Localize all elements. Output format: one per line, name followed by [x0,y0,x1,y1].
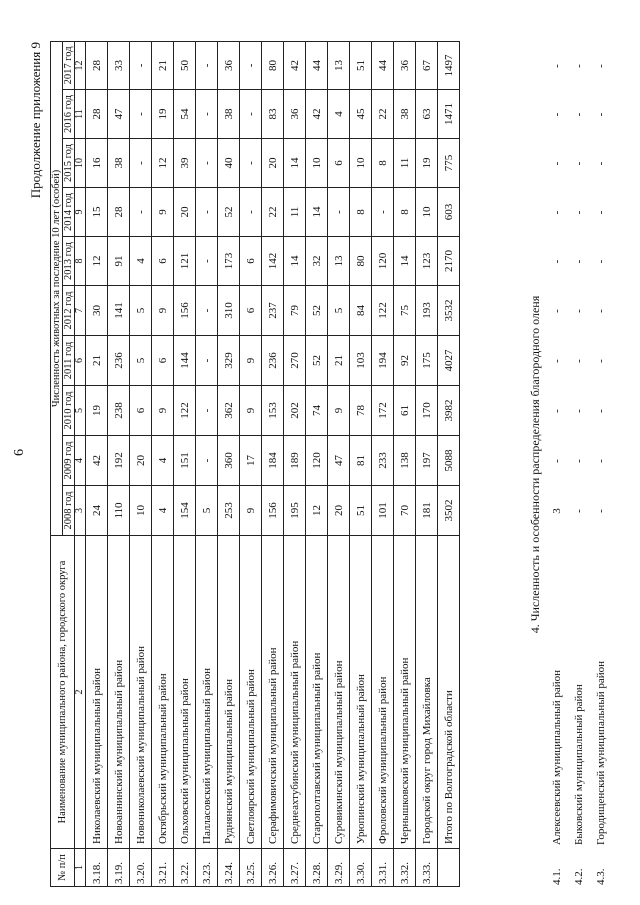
row-number: 3.22. [174,849,196,887]
header-year: 2011 год [63,336,75,386]
row-value: 30 [86,286,108,336]
row-value: 110 [108,486,130,536]
row-value: 253 [218,486,240,536]
row-value: 170 [416,386,438,436]
wildlife-count-table [50,41,460,887]
row-value: - [130,41,152,89]
row-value: 11 [394,139,416,188]
row-value: 80 [350,237,372,286]
table-row [130,41,152,886]
row-value: 32 [306,237,328,286]
row-value: 6 [328,139,350,188]
row-value: 44 [306,41,328,89]
row-name: Итого по Волгоградской области [438,536,460,849]
header-year: 2010 год [63,386,75,436]
row-value: 195 [284,486,306,536]
row-value: - [551,309,563,313]
row-value: 175 [416,336,438,386]
row-name: Ольховский муниципальный район [174,536,196,849]
row-name: Чернышковский муниципальный район [394,536,416,849]
header-index: 4 [75,436,86,486]
row-value: - [551,112,563,117]
row-value: - [573,259,585,264]
row-name: Фроловский муниципальный район [372,536,394,849]
row-name: Городищенский муниципальный район [595,661,607,845]
row-value: 184 [262,436,284,486]
row-value: 10 [416,188,438,237]
row-value: 38 [108,139,130,188]
row-value: 52 [306,336,328,386]
row-value: 154 [174,486,196,536]
row-value: - [240,139,262,188]
row-value: 156 [262,486,284,536]
row-value: 61 [394,386,416,436]
row-value: 141 [108,286,130,336]
row-value: 9 [328,386,350,436]
row-number: 3.29. [328,849,350,887]
header-year: 2016 год [63,90,75,139]
row-value: 9 [240,486,262,536]
row-number: 3.30. [350,849,372,887]
row-value: 122 [372,286,394,336]
row-name: Новониколаевский муниципальный район [130,536,152,849]
table-row [394,41,416,886]
row-value: 15 [86,188,108,237]
header-index: 11 [75,90,86,139]
row-value: 36 [284,90,306,139]
row-value: 28 [86,90,108,139]
header-col-name: Наименование муниципального района, городского округа [51,536,75,849]
table-row [108,41,130,886]
row-value: 5088 [438,436,460,486]
row-value: 44 [372,41,394,89]
row-value: 122 [174,386,196,436]
row-value: - [595,309,607,313]
header-index: 8 [75,237,86,286]
row-value: 6 [240,237,262,286]
row-value: 83 [262,90,284,139]
row-value: - [130,90,152,139]
row-value: 120 [372,237,394,286]
row-value: 3982 [438,386,460,436]
header-index: 9 [75,188,86,237]
row-value: 5 [196,486,218,536]
row-value: - [573,64,585,68]
row-value: 52 [306,286,328,336]
table-row [174,41,196,886]
row-value: 28 [86,41,108,89]
row-name: Серафимовичский муниципальный район [262,536,284,849]
row-value: 172 [372,386,394,436]
row-value: - [595,112,607,117]
table-row [306,41,328,886]
table-row [416,41,438,886]
row-value: - [196,386,218,436]
row-value: 19 [86,386,108,436]
row-value: 153 [262,386,284,436]
row-value: 151 [174,436,196,486]
row-value: 47 [328,436,350,486]
row-name: Урюпинский муниципальный район [350,536,372,849]
row-value: - [551,359,563,363]
table-row [218,41,240,886]
table-row [152,41,174,886]
row-value: - [196,188,218,237]
row-value: 10 [350,139,372,188]
header-col-no: № п/п [51,849,75,887]
row-value: 192 [108,436,130,486]
row-value: - [196,139,218,188]
header-year: 2009 год [63,436,75,486]
row-value: 92 [394,336,416,386]
row-value: - [240,41,262,89]
row-value: 9 [240,386,262,436]
row-value: 12 [152,139,174,188]
row-value: - [573,359,585,363]
row-value: 10 [130,486,152,536]
row-value: 16 [86,139,108,188]
row-value: 4 [130,237,152,286]
table-row [590,42,612,887]
row-name: Суровикинский муниципальный район [328,536,350,849]
row-name: Новоаннинский муниципальный район [108,536,130,849]
row-value: 360 [218,436,240,486]
header-year: 2017 год [63,41,75,89]
row-value: - [551,64,563,68]
row-value: - [551,409,563,413]
row-value: 75 [394,286,416,336]
row-name: Старополтавский муниципальный район [306,536,328,849]
row-value: 236 [262,336,284,386]
row-value: - [573,459,585,463]
row-value: 20 [328,486,350,536]
row-name: Руднянский муниципальный район [218,536,240,849]
row-value: 80 [262,41,284,89]
row-value: 38 [394,90,416,139]
row-value: - [372,188,394,237]
section-4-table [546,42,612,887]
row-value: 20 [262,139,284,188]
row-value: 3 [551,508,563,514]
row-value: 5 [130,336,152,386]
row-value: 144 [174,336,196,386]
row-name: Николаевский муниципальный район [86,536,108,849]
row-value: 19 [416,139,438,188]
table-row [196,41,218,886]
row-number: 3.32. [394,849,416,887]
row-value: - [130,188,152,237]
row-value: 6 [152,336,174,386]
row-value: 42 [86,436,108,486]
row-value: 42 [306,90,328,139]
row-value: 79 [284,286,306,336]
row-value: - [595,259,607,264]
row-value: 51 [350,486,372,536]
row-value: - [196,336,218,386]
row-value: 310 [218,286,240,336]
row-value: 67 [416,41,438,89]
row-value: 22 [262,188,284,237]
row-value: 4 [152,486,174,536]
row-name: Октябрьский муниципальный район [152,536,174,849]
row-value: 21 [86,336,108,386]
row-value: 123 [416,237,438,286]
row-value: 78 [350,386,372,436]
header-year: 2013 год [63,237,75,286]
header-year: 2015 год [63,139,75,188]
row-number: 3.28. [306,849,328,887]
row-value: - [196,41,218,89]
row-value: 9 [152,286,174,336]
row-value: - [573,112,585,117]
row-value: 5 [130,286,152,336]
row-value: 1471 [438,90,460,139]
row-value: 45 [350,90,372,139]
row-number: 3.18. [86,849,108,887]
row-value: 6 [152,237,174,286]
row-value: 233 [372,436,394,486]
row-value: 14 [284,237,306,286]
row-value: - [196,237,218,286]
header-index: 2 [75,536,86,849]
row-value: 24 [86,486,108,536]
header-index: 10 [75,139,86,188]
header-index: 12 [75,41,86,89]
row-value: - [573,509,585,513]
row-value: - [196,436,218,486]
row-value: 14 [284,139,306,188]
row-value: 47 [108,90,130,139]
row-value: 4027 [438,336,460,386]
row-value: - [573,309,585,313]
continuation-label: Продолжение приложения 9 [28,42,43,199]
row-value: 603 [438,188,460,237]
row-value: 8 [350,188,372,237]
row-value: 17 [240,436,262,486]
row-number: 3.21. [152,849,174,887]
row-value: 2170 [438,237,460,286]
row-name: Алексеевский муниципальный район [551,670,563,845]
table-row [284,41,306,886]
row-value: 142 [262,237,284,286]
row-value: - [595,210,607,215]
row-value: 70 [394,486,416,536]
row-value: 138 [394,436,416,486]
row-value: 9 [240,336,262,386]
row-value: 19 [152,90,174,139]
row-value: 237 [262,286,284,336]
table-row [350,41,372,886]
row-value: 91 [108,237,130,286]
row-value: 101 [372,486,394,536]
row-value: 8 [372,139,394,188]
row-value: 6 [240,286,262,336]
row-value: - [551,259,563,264]
table-row [546,42,568,887]
row-value: 20 [130,436,152,486]
row-value: 10 [306,139,328,188]
row-value: 197 [416,436,438,486]
table-row [328,41,350,886]
row-number: 3.27. [284,849,306,887]
header-index: 5 [75,386,86,436]
row-value: 4 [152,436,174,486]
row-number: 3.31. [372,849,394,887]
row-value: 42 [284,41,306,89]
row-value: - [328,188,350,237]
table-row [262,41,284,886]
row-value: 21 [328,336,350,386]
row-value: 84 [350,286,372,336]
table-row [568,42,590,887]
table-row [240,41,262,886]
row-name: Светлоярский муниципальный район [240,536,262,849]
row-value: 11 [284,188,306,237]
row-value: 6 [130,386,152,436]
row-value: 63 [416,90,438,139]
row-name: Городской округ город Михайловка [416,536,438,849]
row-value: - [573,210,585,215]
header-index: 6 [75,336,86,386]
section-4-title: 4. Численность и особенности распределения благородного оленя [528,295,542,634]
row-value: 120 [306,436,328,486]
row-number: 3.33. [416,849,438,887]
row-value: 156 [174,286,196,336]
row-value: 54 [174,90,196,139]
page-number: 6 [12,449,27,456]
row-value: 189 [284,436,306,486]
row-value: 38 [218,90,240,139]
row-value: 173 [218,237,240,286]
row-value: - [551,210,563,215]
row-value: 9 [152,386,174,436]
row-name: Палласовский муниципальный район [196,536,218,849]
header-year: 2012 год [63,286,75,336]
row-value: - [595,64,607,68]
row-value: - [595,359,607,363]
row-value: 12 [86,237,108,286]
row-value: 5 [328,286,350,336]
row-number: 4.2. [573,868,585,885]
row-value: 39 [174,139,196,188]
row-value: 50 [174,41,196,89]
row-value: - [595,459,607,463]
row-value: 20 [174,188,196,237]
row-value: - [196,90,218,139]
row-value: 13 [328,237,350,286]
row-number: 4.1. [551,868,563,885]
row-value: 9 [152,188,174,237]
row-value: 52 [218,188,240,237]
row-value: 4 [328,90,350,139]
row-value: 14 [306,188,328,237]
row-value: 270 [284,336,306,386]
row-value: 33 [108,41,130,89]
row-value: 12 [306,486,328,536]
row-value: 193 [416,286,438,336]
row-value: 13 [328,41,350,89]
row-number: 4.3. [595,868,607,885]
row-value: 1497 [438,41,460,89]
header-group-title: Численность животных за последние 10 лет (особей) [51,41,63,535]
row-value: - [196,286,218,336]
row-value: 51 [350,41,372,89]
row-value: 238 [108,386,130,436]
row-value: - [240,90,262,139]
row-number: 3.24. [218,849,240,887]
header-index: 7 [75,286,86,336]
row-value: 8 [394,188,416,237]
row-value: 103 [350,336,372,386]
row-number: 3.23. [196,849,218,887]
row-number: 3.20. [130,849,152,887]
table-row [438,41,460,886]
row-value: 22 [372,90,394,139]
row-value: 74 [306,386,328,436]
table-row [372,41,394,886]
row-number: 3.26. [262,849,284,887]
row-value: - [595,409,607,413]
row-value: - [573,161,585,166]
row-value: - [240,188,262,237]
row-value: 236 [108,336,130,386]
row-value: - [551,161,563,166]
row-value: - [573,409,585,413]
row-value: 194 [372,336,394,386]
row-name: Среднеахтубинский муниципальный район [284,536,306,849]
row-value: 3502 [438,486,460,536]
row-number [438,849,460,887]
row-value: 362 [218,386,240,436]
header-year: 2008 год [63,486,75,536]
row-number: 3.25. [240,849,262,887]
row-value: - [595,509,607,513]
row-value: - [130,139,152,188]
row-value: 329 [218,336,240,386]
row-value: 36 [218,41,240,89]
row-name: Быковский муниципальный район [573,684,585,845]
row-value: 775 [438,139,460,188]
header-index: 3 [75,486,86,536]
row-value: 14 [394,237,416,286]
row-value: 28 [108,188,130,237]
header-year: 2014 год [63,188,75,237]
row-value: 40 [218,139,240,188]
row-value: 3532 [438,286,460,336]
table-row [86,41,108,886]
header-index: 1 [75,849,86,887]
row-value: 181 [416,486,438,536]
row-value: - [595,161,607,166]
row-value: 121 [174,237,196,286]
row-value: - [551,459,563,463]
row-number: 3.19. [108,849,130,887]
row-value: 21 [152,41,174,89]
row-value: 81 [350,436,372,486]
row-value: 36 [394,41,416,89]
row-value: 202 [284,386,306,436]
